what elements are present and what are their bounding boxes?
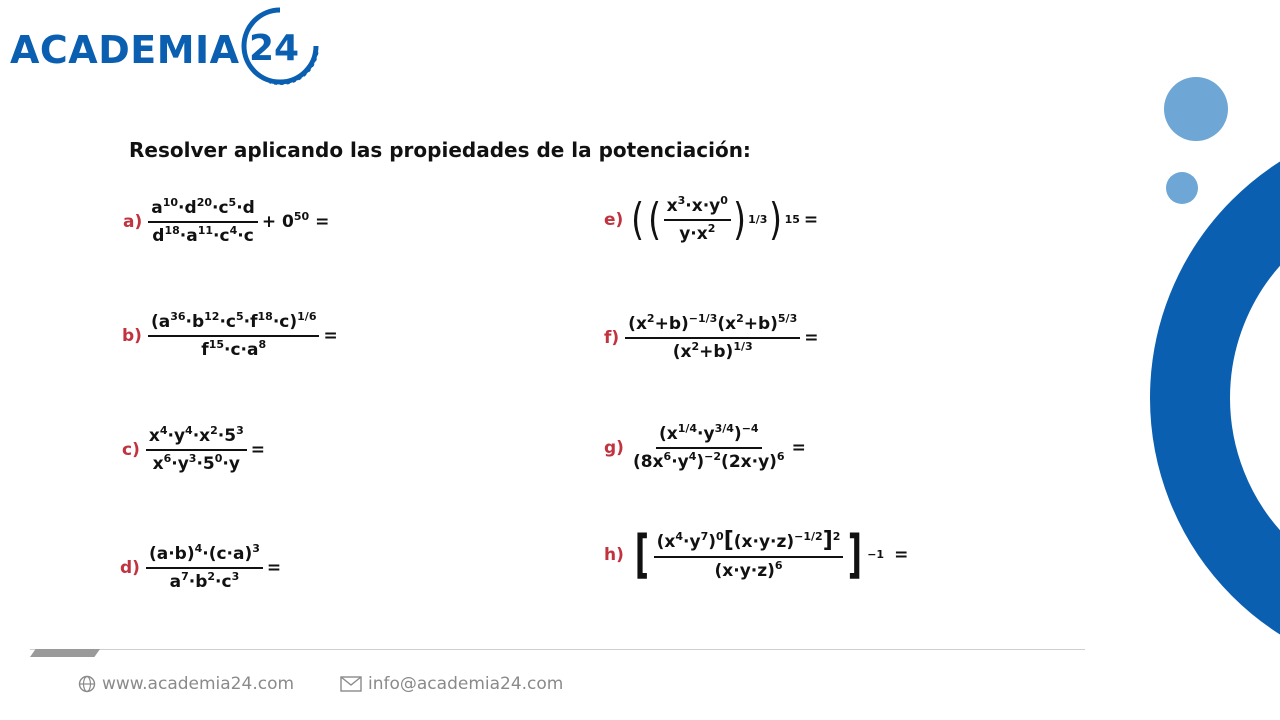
fraction: $\frac{a^{10}\cdot d^{20}\cdot c^5\cdot d}{d^{18}\cdot a^{11}\cdot c^4\cdot c}$ (148, 198, 258, 246)
footer-accent (30, 649, 100, 657)
exercise-label: g) (604, 438, 624, 458)
exercise-g: g) $\frac{(x^{1/4}\cdot y^{3/4})^{-4}}{(8x^6\cdot y^4)^{-2}(2x\cdot y)^6}$ = (604, 422, 806, 472)
logo-number: 24 (249, 28, 300, 69)
exercise-label: h) (604, 544, 624, 565)
decorative-shapes (1140, 0, 1280, 720)
fraction: $\frac{(a\cdot b)^4\cdot(c\cdot a)^3}{a^7\cdot b^2\cdot c^3}$ (146, 544, 263, 592)
exercise-d: d) $\frac{(a\cdot b)^4\cdot(c\cdot a)^3}{a^7\cdot b^2\cdot c^3}$ = (120, 542, 282, 592)
exercise-label: d) (120, 558, 140, 578)
exercise-label: a) (123, 212, 143, 232)
fraction: $\frac{x^4\cdot y^4\cdot x^2\cdot 5^3}{x^6\cdot y^3\cdot 5^0\cdot y}$ (146, 426, 247, 474)
fraction: $\frac{(a^{36}\cdot b^{12}\cdot c^5\cdot f^{18}\cdot c)^{1/6}}{f^{15}\cdot c\cdot a^8}$ (148, 312, 320, 360)
fraction: $\frac{(x^4\cdot y^7)^0[(x\cdot y\cdot z)^{-1/2}]^2}{(x\cdot y\cdot z)^6}$ (654, 528, 844, 581)
fraction: $\frac{x^3\cdot x\cdot y^0}{y\cdot x^2}$ (664, 196, 731, 244)
fraction: $\frac{(x^{1/4}\cdot y^{3/4})^{-4}}{(8x^6\cdot y^4)^{-2}(2x\cdot y)^6}$ (632, 422, 785, 472)
footer-website[interactable] (78, 674, 294, 694)
exercise-label: e) (604, 210, 624, 230)
exercise-c: c) $\frac{x^4\cdot y^4\cdot x^2\cdot 5^3}{x^6\cdot y^3\cdot 5^0\cdot y}$ = (122, 424, 265, 474)
fraction: $\frac{(x^2+b)^{-1/3}(x^2+b)^{5/3}}{(x^2+b)^{1/3}}$ (625, 314, 800, 362)
exercise-b: b) $\frac{(a^{36}\cdot b^{12}\cdot c^5\cdot f^{18}\cdot c)^{1/6}}{f^{15}\cdot c\cdot a^8}$ = (122, 310, 338, 360)
footer-email[interactable] (340, 674, 563, 694)
page-title: Resolver aplicando las propiedades de la potenciación: (129, 138, 751, 162)
logo-text: ACADEMIA (10, 28, 240, 72)
website-text: www.academia24.com (102, 674, 295, 694)
exercise-h: h) [ $\frac{(x^4\cdot y^7)^0[(x\cdot y\cdot z)^{-1/2}]^2}{(x\cdot y\cdot z)^6}$ ] −1 = (604, 524, 909, 585)
email-text: info@academia24.com (368, 674, 564, 694)
footer-divider (30, 649, 1085, 650)
globe-icon (78, 675, 96, 693)
exercise-a: a) $\frac{a^{10}\cdot d^{20}\cdot c^5\cdot d}{d^{18}\cdot a^{11}\cdot c^4\cdot c}$ + $0^{50}$ = (123, 196, 330, 246)
exercise-label: f) (604, 328, 620, 348)
exercise-e: e) ( ( $\frac{x^3\cdot x\cdot y^0}{y\cdot x^2}$ ) 1/3 ) 15 = (604, 194, 819, 245)
exercise-f: f) $\frac{(x^2+b)^{-1/3}(x^2+b)^{5/3}}{(x^2+b)^{1/3}}$ = (604, 312, 819, 362)
exercise-label: b) (122, 326, 142, 346)
academia24-logo (10, 6, 330, 90)
exercise-label: c) (122, 440, 140, 460)
mail-icon (340, 676, 362, 692)
